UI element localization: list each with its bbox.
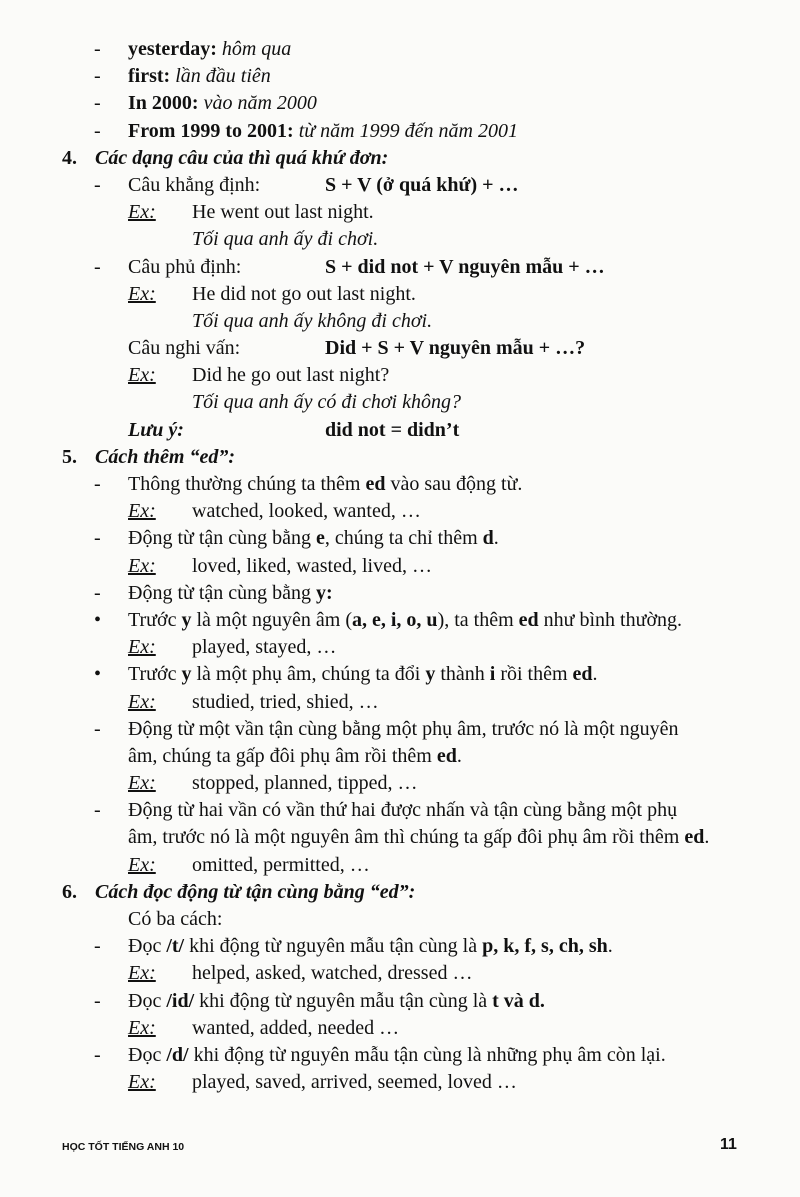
text-segment: wanted, added, needed …: [192, 1016, 400, 1039]
text-line: [0, 281, 800, 308]
text-segment: thành: [435, 663, 490, 686]
text-segment: In 2000:: [128, 92, 204, 115]
text-segment: y:: [316, 581, 333, 604]
text-line: [0, 199, 800, 226]
text-segment: ed: [365, 473, 386, 495]
page-content: [0, 36, 800, 1096]
text-segment: Đọc: [128, 1043, 167, 1066]
example-label: Ex:: [128, 554, 156, 577]
text-segment: ), ta thêm: [437, 608, 519, 631]
text-segment: He went out last night.: [192, 201, 374, 224]
list-dash: -: [94, 255, 101, 278]
text-line: [0, 254, 800, 281]
text-segment: Câu khẳng định:: [128, 173, 261, 196]
text-line: [0, 743, 800, 770]
text-segment: hôm qua: [221, 38, 292, 60]
text-segment: rồi thêm: [495, 663, 573, 686]
text-segment: .: [456, 744, 462, 767]
text-line: [0, 471, 800, 498]
line-text: [128, 580, 333, 607]
text-segment: là một nguyên âm (: [191, 608, 352, 631]
list-dash: -: [94, 581, 101, 604]
text-segment: helped, asked, watched, dressed …: [192, 962, 473, 985]
text-segment: khi động từ nguyên mẫu tận cùng là những phụ âm còn lại.: [188, 1043, 666, 1066]
line-text: [192, 389, 461, 416]
text-segment: .: [493, 527, 499, 550]
example-label: Ex:: [128, 364, 156, 387]
text-segment: .: [592, 663, 598, 686]
line-text: [192, 226, 378, 253]
text-segment: Trước: [128, 608, 182, 631]
text-segment: y: [181, 608, 192, 631]
text-segment: d: [482, 527, 494, 550]
line-text: [192, 852, 370, 879]
text-line: [0, 308, 800, 335]
text-segment: Tối qua anh ấy có đi chơi không?: [192, 391, 461, 414]
text-segment: /id/: [166, 989, 195, 1012]
text-segment: e: [316, 527, 325, 550]
text-segment: , chúng ta chỉ thêm: [324, 527, 483, 550]
text-line: [0, 607, 800, 634]
text-line: [0, 797, 800, 824]
line-text: [95, 444, 235, 471]
list-dash: -: [94, 92, 101, 115]
line-text: [192, 199, 374, 226]
text-segment: lần đầu tiên: [175, 65, 271, 88]
line-text: [128, 824, 709, 851]
text-segment: Động từ tận cùng bằng: [128, 527, 317, 550]
list-dash: -: [94, 717, 101, 740]
list-dash: -: [94, 38, 101, 60]
section-heading: [0, 444, 800, 471]
text-segment: He did not go out last night.: [192, 282, 416, 305]
line-text: [128, 1042, 666, 1069]
text-line: [0, 852, 800, 879]
grammar-formula: S + did not + V nguyên mẫu + …: [325, 255, 605, 278]
text-line: [0, 226, 800, 253]
grammar-formula: Did + S + V nguyên mẫu + …?: [325, 337, 586, 360]
text-line: [0, 770, 800, 797]
text-segment: vào năm 2000: [203, 92, 317, 115]
list-dash: -: [94, 799, 101, 822]
text-segment: Did he go out last night?: [192, 364, 390, 387]
text-segment: played, saved, arrived, seemed, loved …: [192, 1071, 517, 1094]
list-dash: -: [94, 935, 101, 958]
line-text: [128, 661, 598, 688]
text-segment: i: [489, 663, 496, 686]
text-segment: watched, looked, wanted, …: [192, 500, 421, 523]
text-segment: played, stayed, …: [192, 636, 337, 659]
text-segment: Cách thêm “ed”:: [95, 445, 235, 468]
text-line: [0, 63, 800, 90]
text-segment: Động từ hai vần có vần thứ hai được nhấn và tận cùng bằng một phụ: [128, 799, 678, 822]
line-text: [192, 308, 432, 335]
line-text: [192, 960, 472, 987]
text-segment: y: [425, 663, 436, 686]
example-label: Ex:: [128, 636, 156, 659]
text-line: [0, 988, 800, 1015]
text-segment: Trước: [128, 663, 182, 686]
text-segment: Có ba cách:: [128, 908, 223, 930]
text-segment: Câu nghi vấn:: [128, 337, 241, 360]
text-segment: /t/: [166, 935, 185, 958]
line-text: [192, 1015, 399, 1042]
text-line: [0, 36, 800, 63]
text-line: [0, 634, 800, 661]
text-line: [0, 689, 800, 716]
text-line: [0, 1069, 800, 1096]
text-segment: t và d.: [492, 989, 545, 1012]
line-text: [128, 90, 317, 117]
page-number: 11: [720, 1136, 737, 1153]
footer-book-title: HỌC TỐT TIẾNG ANH 10: [62, 1141, 185, 1153]
text-segment: From 1999 to 2001:: [128, 119, 299, 142]
text-segment: Các dạng câu của thì quá khứ đơn:: [95, 146, 389, 169]
line-text: [192, 362, 389, 389]
text-segment: Đọc: [128, 935, 167, 958]
text-segment: loved, liked, wasted, lived, …: [192, 554, 432, 577]
text-segment: Động từ tận cùng bằng: [128, 581, 317, 604]
section-number: 6.: [62, 880, 77, 903]
text-line: [0, 362, 800, 389]
text-line: [0, 417, 800, 444]
text-segment: từ năm 1999 đến năm 2001: [298, 119, 518, 142]
text-segment: như bình thường.: [538, 608, 683, 631]
bullet-dot: •: [94, 608, 102, 631]
line-text: [128, 525, 499, 552]
text-segment: studied, tried, shied, …: [192, 690, 379, 713]
line-text: [95, 879, 415, 906]
text-segment: ed: [436, 744, 457, 767]
line-text: [192, 634, 336, 661]
list-dash: -: [94, 473, 101, 495]
text-segment: Thông thường chúng ta thêm: [128, 473, 366, 495]
line-text: [128, 933, 613, 960]
list-dash: -: [94, 527, 101, 550]
list-dash: -: [94, 119, 101, 142]
example-label: Ex:: [128, 962, 156, 985]
text-segment: y: [181, 663, 192, 686]
line-text: [192, 281, 416, 308]
list-dash: -: [94, 173, 101, 196]
example-label: Ex:: [128, 772, 156, 795]
text-segment: Động từ một vần tận cùng bằng một phụ âm, trước nó là một nguyên: [128, 717, 679, 740]
text-line: [0, 580, 800, 607]
text-segment: là một phụ âm, chúng ta đổi: [191, 663, 426, 686]
line-text: [192, 1069, 517, 1096]
text-segment: Đọc: [128, 989, 167, 1012]
line-text: [128, 797, 677, 824]
section-heading: [0, 145, 800, 172]
text-segment: omitted, permitted, …: [192, 853, 370, 876]
text-segment: khi động từ nguyên mẫu tận cùng là: [194, 989, 493, 1012]
example-label: Ex:: [128, 282, 156, 305]
text-segment: ed: [684, 826, 705, 849]
text-line: [0, 716, 800, 743]
line-text: [128, 743, 462, 770]
text-line: [0, 824, 800, 851]
line-text: [128, 607, 682, 634]
line-text: [128, 417, 184, 444]
bullet-dot: •: [94, 663, 102, 686]
line-text: [192, 553, 432, 580]
text-segment: Cách đọc động từ tận cùng bằng “ed”:: [95, 880, 416, 903]
text-segment: first:: [128, 65, 176, 88]
text-segment: stopped, planned, tipped, …: [192, 772, 418, 795]
line-text: [128, 988, 545, 1015]
text-line: [0, 906, 800, 933]
section-heading: [0, 879, 800, 906]
line-text: [128, 63, 271, 90]
text-line: [0, 1015, 800, 1042]
section-number: 4.: [62, 146, 77, 169]
example-label: Ex:: [128, 1071, 156, 1094]
text-line: [0, 335, 800, 362]
grammar-formula: S + V (ở quá khứ) + …: [325, 173, 519, 196]
text-line: [0, 933, 800, 960]
line-text: [192, 770, 418, 797]
text-line: [0, 553, 800, 580]
list-dash: -: [94, 989, 101, 1012]
text-line: [0, 118, 800, 145]
example-label: Ex:: [128, 500, 156, 523]
grammar-formula: did not = didn’t: [325, 418, 460, 441]
text-segment: vào sau động từ.: [385, 473, 523, 495]
text-line: [0, 389, 800, 416]
text-line: [0, 172, 800, 199]
text-segment: Tối qua anh ấy không đi chơi.: [192, 309, 433, 332]
line-text: [128, 335, 240, 362]
text-segment: âm, chúng ta gấp đôi phụ âm rồi thêm: [128, 744, 437, 767]
line-text: [128, 716, 679, 743]
text-segment: .: [607, 935, 613, 958]
line-text: [192, 498, 421, 525]
line-text: [128, 906, 222, 933]
text-segment: ed: [518, 608, 539, 631]
text-segment: Lưu ý:: [128, 418, 184, 441]
text-segment: âm, trước nó là một nguyên âm thì chúng ta gấp đôi phụ âm rồi thêm: [128, 826, 685, 849]
example-label: Ex:: [128, 201, 156, 224]
line-text: [128, 471, 522, 498]
line-text: [128, 118, 518, 145]
text-line: [0, 498, 800, 525]
example-label: Ex:: [128, 853, 156, 876]
text-line: [0, 1042, 800, 1069]
text-segment: /d/: [166, 1043, 189, 1066]
text-segment: Tối qua anh ấy đi chơi.: [192, 228, 379, 251]
example-label: Ex:: [128, 1016, 156, 1039]
line-text: [128, 254, 241, 281]
text-line: [0, 661, 800, 688]
text-segment: yesterday:: [128, 38, 222, 60]
section-number: 5.: [62, 445, 77, 468]
text-segment: Câu phủ định:: [128, 255, 242, 278]
line-text: [192, 689, 379, 716]
text-line: [0, 90, 800, 117]
line-text: [128, 36, 291, 63]
line-text: [95, 145, 388, 172]
example-label: Ex:: [128, 690, 156, 713]
text-segment: ed: [572, 663, 593, 686]
text-segment: .: [704, 826, 710, 849]
list-dash: -: [94, 1043, 101, 1066]
text-line: [0, 960, 800, 987]
text-line: [0, 525, 800, 552]
line-text: [128, 172, 260, 199]
text-segment: a, e, i, o, u: [352, 608, 438, 631]
list-dash: -: [94, 65, 101, 88]
text-segment: p, k, f, s, ch, sh: [482, 935, 608, 958]
text-segment: khi động từ nguyên mẫu tận cùng là: [184, 935, 483, 958]
